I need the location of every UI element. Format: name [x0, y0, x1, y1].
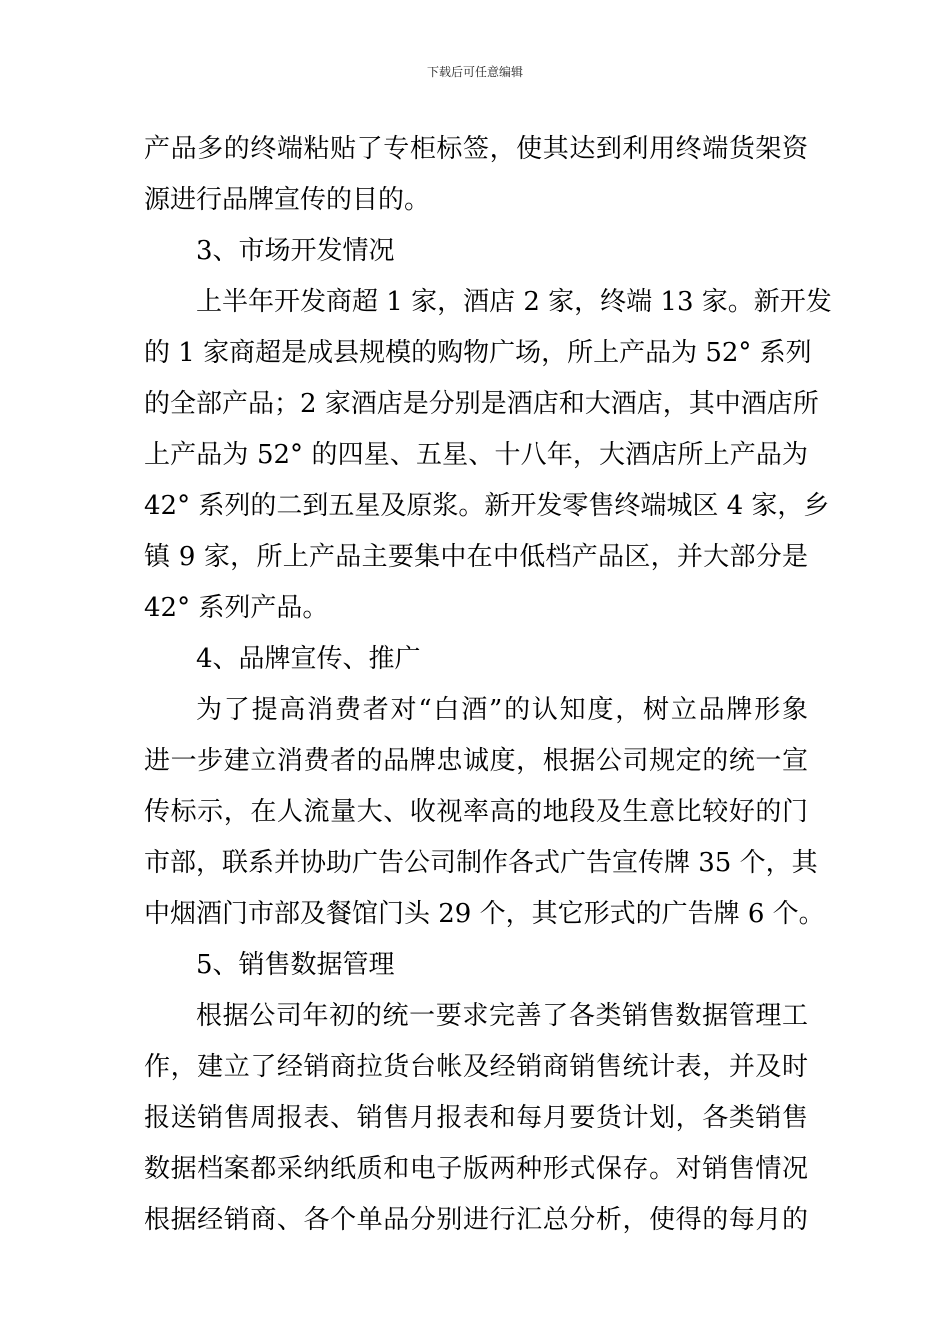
- text-line: 进一步建立消费者的品牌忠诚度，根据公司规定的统一宣: [144, 746, 808, 776]
- text-line: 源进行品牌宣传的目的。: [144, 185, 431, 215]
- text-line: 3、市场开发情况: [196, 236, 395, 266]
- text-line: 根据经销商、各个单品分别进行汇总分析，使得的每月的: [144, 1205, 808, 1235]
- document-body: [144, 124, 832, 1246]
- text-line: 的 1 家商超是成县规模的购物广场，所上产品为 52° 系列: [144, 338, 812, 368]
- text-line: 中烟酒门市部及餐馆门头 29 个，其它形式的广告牌 6 个。: [144, 899, 825, 929]
- text-line: 42° 系列的二到五星及原浆。新开发零售终端城区 4 家，乡: [144, 491, 830, 521]
- text-line: 数据档案都采纳纸质和电子版两种形式保存。对销售情况: [144, 1154, 808, 1184]
- text-line: 为了提高消费者对“白酒”的认知度，树立品牌形象: [196, 695, 808, 725]
- text-line: 42° 系列产品。: [144, 593, 329, 623]
- text-line: 的全部产品；2 家酒店是分别是酒店和大酒店，其中酒店所: [144, 389, 819, 419]
- text-line: 市部，联系并协助广告公司制作各式广告宣传牌 35 个，其: [144, 848, 818, 878]
- text-line: 作，建立了经销商拉货台帐及经销商销售统计表，并及时: [144, 1052, 808, 1082]
- page-header: 下载后可任意编辑: [426, 65, 523, 79]
- text-line: 上半年开发商超 1 家，酒店 2 家，终端 13 家。新开发: [196, 287, 832, 317]
- text-line: 上产品为 52° 的四星、五星、十八年，大酒店所上产品为: [144, 440, 808, 470]
- text-line: 根据公司年初的统一要求完善了各类销售数据管理工: [196, 1001, 808, 1031]
- text-line: 4、品牌宣传、推广: [196, 644, 421, 674]
- text-line: 5、销售数据管理: [196, 950, 395, 980]
- text-line: 传标示，在人流量大、收视率高的地段及生意比较好的门: [144, 797, 808, 827]
- text-line: 报送销售周报表、销售月报表和每月要货计划，各类销售: [144, 1103, 808, 1133]
- text-line: 镇 9 家，所上产品主要集中在中低档产品区，并大部分是: [144, 542, 808, 572]
- text-line: 产品多的终端粘贴了专柜标签，使其达到利用终端货架资: [144, 134, 808, 164]
